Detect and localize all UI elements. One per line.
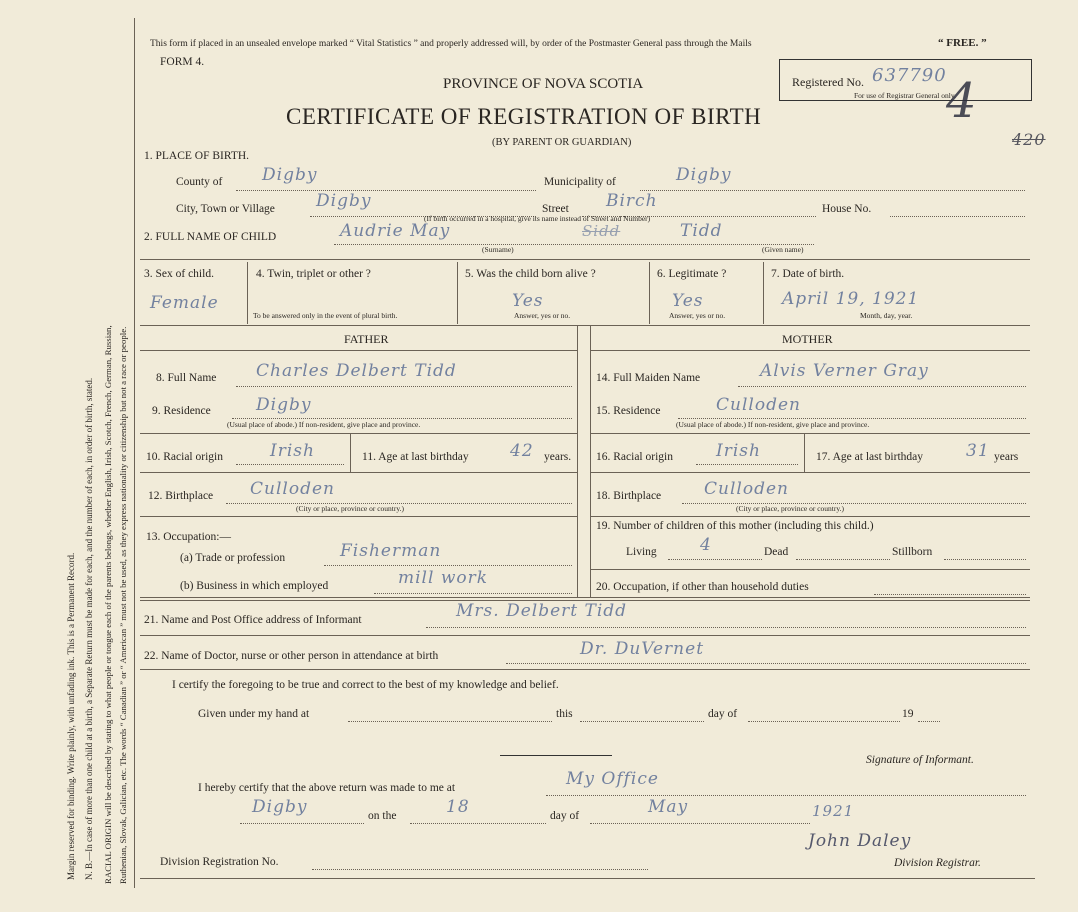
living-value: 4 — [700, 535, 712, 555]
father-race-line — [236, 464, 344, 465]
mail-notice: This form if placed in an unsealed envelope marked “ Vital Statistics ” and properly addressed will, by order of the Postmaster General pass through the Mails — [150, 39, 752, 49]
informant-line — [426, 627, 1026, 628]
child-name-line — [334, 244, 814, 245]
father-name-line — [236, 386, 572, 387]
given-place-line — [348, 721, 552, 722]
father-business-label: (b) Business in which employed — [180, 580, 329, 592]
legitimate-note: Answer, yes or no. — [669, 311, 726, 320]
registered-label: Registered No. — [792, 75, 864, 89]
twin-label: 4. Twin, triplet or other ? — [256, 268, 371, 280]
dob-label: 7. Date of birth. — [771, 268, 845, 280]
father-years: years. — [544, 451, 572, 463]
mother-name-value: Alvis Verner Gray — [760, 361, 929, 381]
return-town-value: Digby — [252, 797, 308, 817]
father-heading: FATHER — [344, 332, 389, 346]
municipality-line — [640, 190, 1025, 191]
house-line — [890, 216, 1025, 217]
legitimate-label: 6. Legitimate ? — [657, 268, 727, 280]
father-age-value: 42 — [510, 441, 534, 461]
father-occupation-label: 13. Occupation:— — [146, 531, 231, 543]
this-line — [580, 721, 704, 722]
father-residence-note: (Usual place of abode.) If non-resident, give place and province. — [227, 420, 421, 429]
street-label: Street — [542, 203, 569, 215]
mother-birthplace-value: Culloden — [704, 479, 789, 499]
page-subtitle: (BY PARENT OR GUARDIAN) — [492, 137, 632, 148]
mother-age-label: 17. Age at last birthday — [816, 451, 923, 463]
dead-label: Dead — [764, 546, 789, 558]
father-birthplace-value: Culloden — [250, 479, 335, 499]
division-registrar-label: Division Registrar. — [894, 857, 981, 869]
rule — [140, 516, 577, 517]
twin-note: To be answered only in the event of plural birth. — [253, 311, 398, 320]
sex-label: 3. Sex of child. — [144, 268, 214, 280]
day-of-line — [748, 721, 900, 722]
alive-value: Yes — [512, 291, 544, 311]
center-divider — [590, 325, 591, 597]
return-label: I hereby certify that the above return was made to me at — [198, 782, 456, 794]
on-the-line — [410, 823, 546, 824]
center-divider — [577, 325, 578, 597]
return-month-value: May — [648, 797, 689, 817]
mother-name-line — [738, 386, 1026, 387]
col-divider — [649, 262, 650, 324]
rule — [140, 350, 577, 351]
mother-children-label: 19. Number of children of this mother (including this child.) — [596, 520, 874, 532]
registrar-signature: John Daley — [808, 831, 912, 851]
doctor-value: Dr. DuVernet — [580, 639, 705, 659]
child-name-label: 2. FULL NAME OF CHILD — [144, 231, 277, 243]
municipality-label: Municipality of — [544, 176, 616, 188]
return-day-of-label: day of — [550, 810, 580, 822]
informant-signature-label: Signature of Informant. — [866, 754, 974, 766]
col-divider — [457, 262, 458, 324]
year-prefix: 19 — [902, 708, 914, 720]
given-name-caption: (Given name) — [762, 245, 804, 254]
margin-note-binding: Margin reserved for binding. Write plainly, with unfading ink. This is a Permanent Record. — [66, 552, 76, 880]
living-label: Living — [626, 546, 657, 558]
stillborn-label: Stillborn — [892, 546, 933, 558]
father-race-label: 10. Racial origin — [146, 451, 223, 463]
rule — [140, 472, 577, 473]
mail-free: “ FREE. ” — [938, 37, 987, 49]
return-line — [546, 795, 1026, 796]
mother-race-label: 16. Racial origin — [596, 451, 673, 463]
rule — [590, 569, 1030, 570]
surname-caption: (Surname) — [482, 245, 514, 254]
mother-race-line — [696, 464, 798, 465]
alive-label: 5. Was the child born alive ? — [465, 268, 596, 280]
city-label: City, Town or Village — [176, 203, 275, 215]
margin-note-racial-origin: RACIAL ORIGIN will be described by stating to what people or tongue each of the parents belongs, whether English, Irish, Scotch, French, German, Russian, — [103, 325, 113, 884]
stillborn-line — [944, 559, 1026, 560]
col-divider — [247, 262, 248, 324]
dob-note: Month, day, year. — [860, 311, 913, 320]
corner-mark: 4 — [946, 73, 978, 129]
division-number-line — [312, 869, 648, 870]
mother-heading: MOTHER — [782, 332, 833, 346]
legitimate-value: Yes — [672, 291, 704, 311]
mother-occupation-line — [874, 594, 1026, 595]
signature-line — [500, 755, 612, 756]
day-of-label: day of — [708, 708, 738, 720]
informant-value: Mrs. Delbert Tidd — [456, 601, 628, 621]
father-birthplace-note: (City or place, province or country.) — [296, 504, 405, 513]
mother-birthplace-note: (City or place, province or country.) — [736, 504, 845, 513]
rule — [590, 516, 1030, 517]
mother-name-label: 14. Full Maiden Name — [596, 372, 701, 384]
hospital-note: (If birth occurred in a hospital, give its name instead of Street and Number) — [424, 214, 651, 223]
certify-statement: I certify the foregoing to be true and correct to the best of my knowledge and belief. — [172, 679, 559, 691]
rule — [140, 597, 1030, 598]
col-divider — [804, 434, 805, 472]
county-value: Digby — [262, 165, 318, 185]
informant-label: 21. Name and Post Office address of Informant — [144, 614, 362, 626]
rule — [140, 669, 1030, 670]
place-section-heading: 1. PLACE OF BIRTH. — [144, 150, 250, 162]
father-age-label: 11. Age at last birthday — [362, 451, 469, 463]
province-heading: PROVINCE OF NOVA SCOTIA — [443, 76, 644, 92]
father-name-label: 8. Full Name — [156, 372, 217, 384]
father-residence-value: Digby — [256, 395, 312, 415]
mother-residence-note: (Usual place of abode.) If non-resident, give place and province. — [676, 420, 870, 429]
father-business-value: mill work — [398, 568, 489, 588]
return-day-value: 18 — [446, 797, 470, 817]
father-trade-line — [324, 565, 572, 566]
registered-number: 637790 — [872, 65, 947, 86]
mother-residence-value: Culloden — [716, 395, 801, 415]
city-value: Digby — [316, 191, 372, 211]
rule — [140, 635, 1030, 636]
father-trade-label: (a) Trade or profession — [180, 552, 286, 564]
month-line — [590, 823, 810, 824]
county-line — [236, 190, 536, 191]
mother-race-value: Irish — [716, 441, 761, 461]
mother-years: years — [994, 451, 1019, 463]
registrar-use-note: For use of Registrar General only. — [854, 91, 956, 100]
bottom-rule — [140, 878, 1035, 879]
this-label: this — [556, 708, 573, 720]
rule — [140, 259, 1030, 260]
division-number-label: Division Registration No. — [160, 856, 279, 868]
doctor-line — [506, 663, 1026, 664]
sex-value: Female — [150, 293, 219, 313]
child-surname: Tidd — [680, 221, 723, 241]
rule — [590, 472, 1030, 473]
municipality-value: Digby — [676, 165, 732, 185]
father-name-value: Charles Delbert Tidd — [256, 361, 457, 381]
rule — [590, 433, 1030, 434]
child-given-name: Audrie May — [340, 221, 451, 241]
living-line — [668, 559, 762, 560]
dead-line — [796, 559, 890, 560]
return-year-value: 1921 — [812, 802, 855, 820]
mother-birthplace-line — [682, 503, 1026, 504]
father-race-value: Irish — [270, 441, 315, 461]
year-line — [918, 721, 940, 722]
father-business-line — [374, 593, 572, 594]
alive-note: Answer, yes or no. — [514, 311, 571, 320]
col-divider — [763, 262, 764, 324]
struck-number: 420 — [1012, 130, 1046, 149]
mother-birthplace-label: 18. Birthplace — [596, 490, 662, 502]
county-label: County of — [176, 176, 223, 188]
dob-value: April 19, 1921 — [782, 289, 920, 309]
street-value: Birch — [606, 191, 658, 211]
on-the-label: on the — [368, 810, 397, 822]
form-number: FORM 4. — [160, 56, 205, 68]
father-residence-line — [232, 418, 572, 419]
col-divider — [350, 434, 351, 472]
father-trade-value: Fisherman — [340, 541, 442, 561]
rule — [140, 433, 577, 434]
margin-note-nationality: Ruthenian, Slovak, Galician, etc. The words “ Canadian ” or “ American ” must not be used, as they express nationality or citizenship but not a race or people. — [118, 326, 128, 884]
mother-age-value: 31 — [966, 441, 990, 461]
mother-residence-label: 15. Residence — [596, 405, 661, 417]
doctor-label: 22. Name of Doctor, nurse or other person in attendance at birth — [144, 650, 439, 662]
rule — [140, 325, 1030, 326]
child-surname-struck: Sidd — [582, 222, 621, 240]
place-line — [240, 823, 364, 824]
given-under-label: Given under my hand at — [198, 708, 310, 720]
margin-note-multiple-births: N. B.—In case of more than one child at a birth, a Separate Return must be made for each, and the number of each, in order of birth, stated. — [84, 377, 94, 880]
rule — [590, 350, 1030, 351]
margin-rule — [134, 18, 135, 888]
mother-residence-line — [678, 418, 1026, 419]
page-title: CERTIFICATE OF REGISTRATION OF BIRTH — [286, 104, 762, 129]
mother-occupation-label: 20. Occupation, if other than household duties — [596, 581, 809, 593]
father-residence-label: 9. Residence — [152, 405, 211, 417]
father-birthplace-label: 12. Birthplace — [148, 490, 214, 502]
house-label: House No. — [822, 203, 872, 215]
return-place-value: My Office — [566, 769, 659, 789]
